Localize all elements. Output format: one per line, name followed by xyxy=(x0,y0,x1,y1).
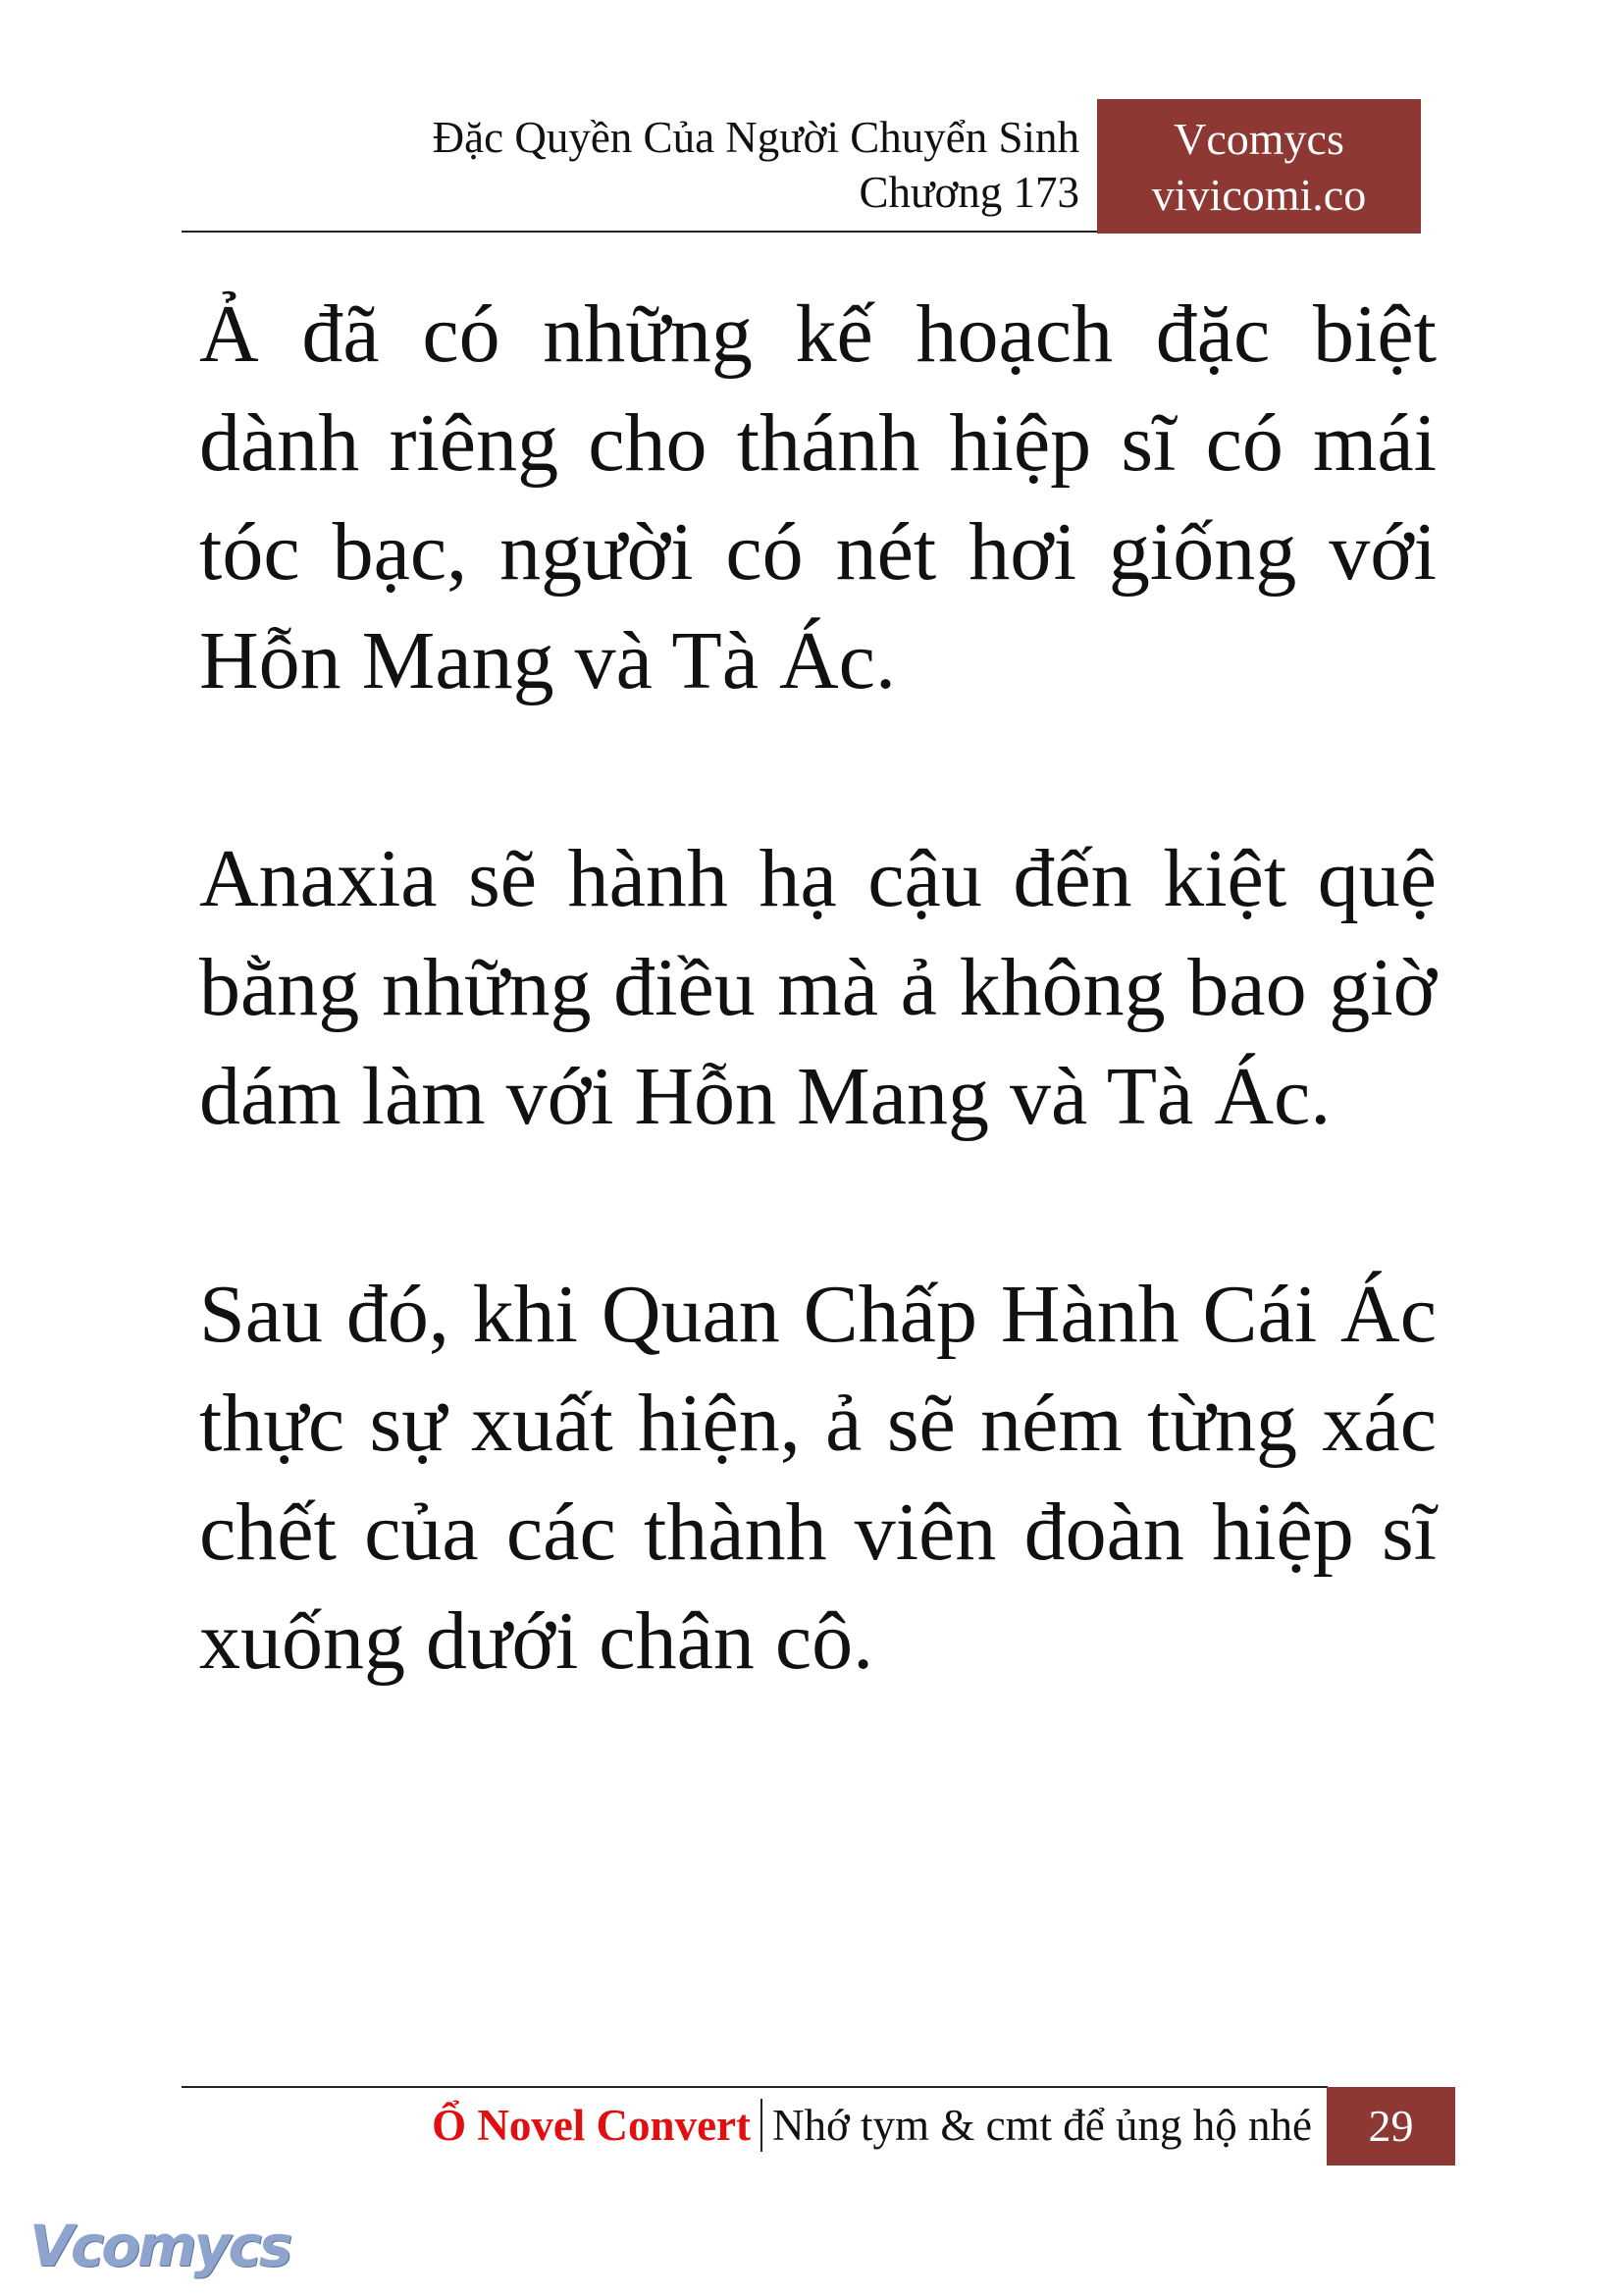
page-number: 29 xyxy=(1327,2087,1455,2165)
site-name: Vcomycs xyxy=(1174,114,1344,164)
footer-message: Nhớ tym & cmt để ủng hộ nhé xyxy=(772,2101,1312,2150)
paragraph: Ả đã có những kế hoạch đặc biệt dành riêng cho thánh hiệp sĩ có mái tóc bạc, người có nét hơi giống với Hỗn Mang và Tà Ác. xyxy=(199,288,1437,706)
footer-separator xyxy=(760,2099,762,2152)
paragraph: Anaxia sẽ hành hạ cậu đến kiệt quệ bằng những điều mà ả không bao giờ dám làm với Hỗn Mang và Tà Ác. xyxy=(199,833,1437,1142)
vcomycs-logo: Vcomycs xyxy=(29,2213,290,2279)
footer-brand: Ổ Novel Convert xyxy=(432,2101,752,2150)
site-badge xyxy=(1097,99,1421,234)
chapter-label: Chương 173 xyxy=(859,168,1079,217)
chapter-body xyxy=(199,280,1437,1804)
paragraph: Sau đó, khi Quan Chấp Hành Cái Ác thực sự xuất hiện, ả sẽ ném từng xác chết của các thành viên đoàn hiệp sĩ xuống dưới chân cô. xyxy=(199,1269,1437,1687)
header-title-block xyxy=(433,110,1079,220)
header-divider xyxy=(182,231,1099,233)
footer-divider xyxy=(182,2086,1328,2088)
site-url: vivicomi.co xyxy=(1151,170,1367,220)
book-title: Đặc Quyền Của Người Chuyển Sinh xyxy=(432,113,1079,162)
footer-text xyxy=(432,2096,1312,2155)
